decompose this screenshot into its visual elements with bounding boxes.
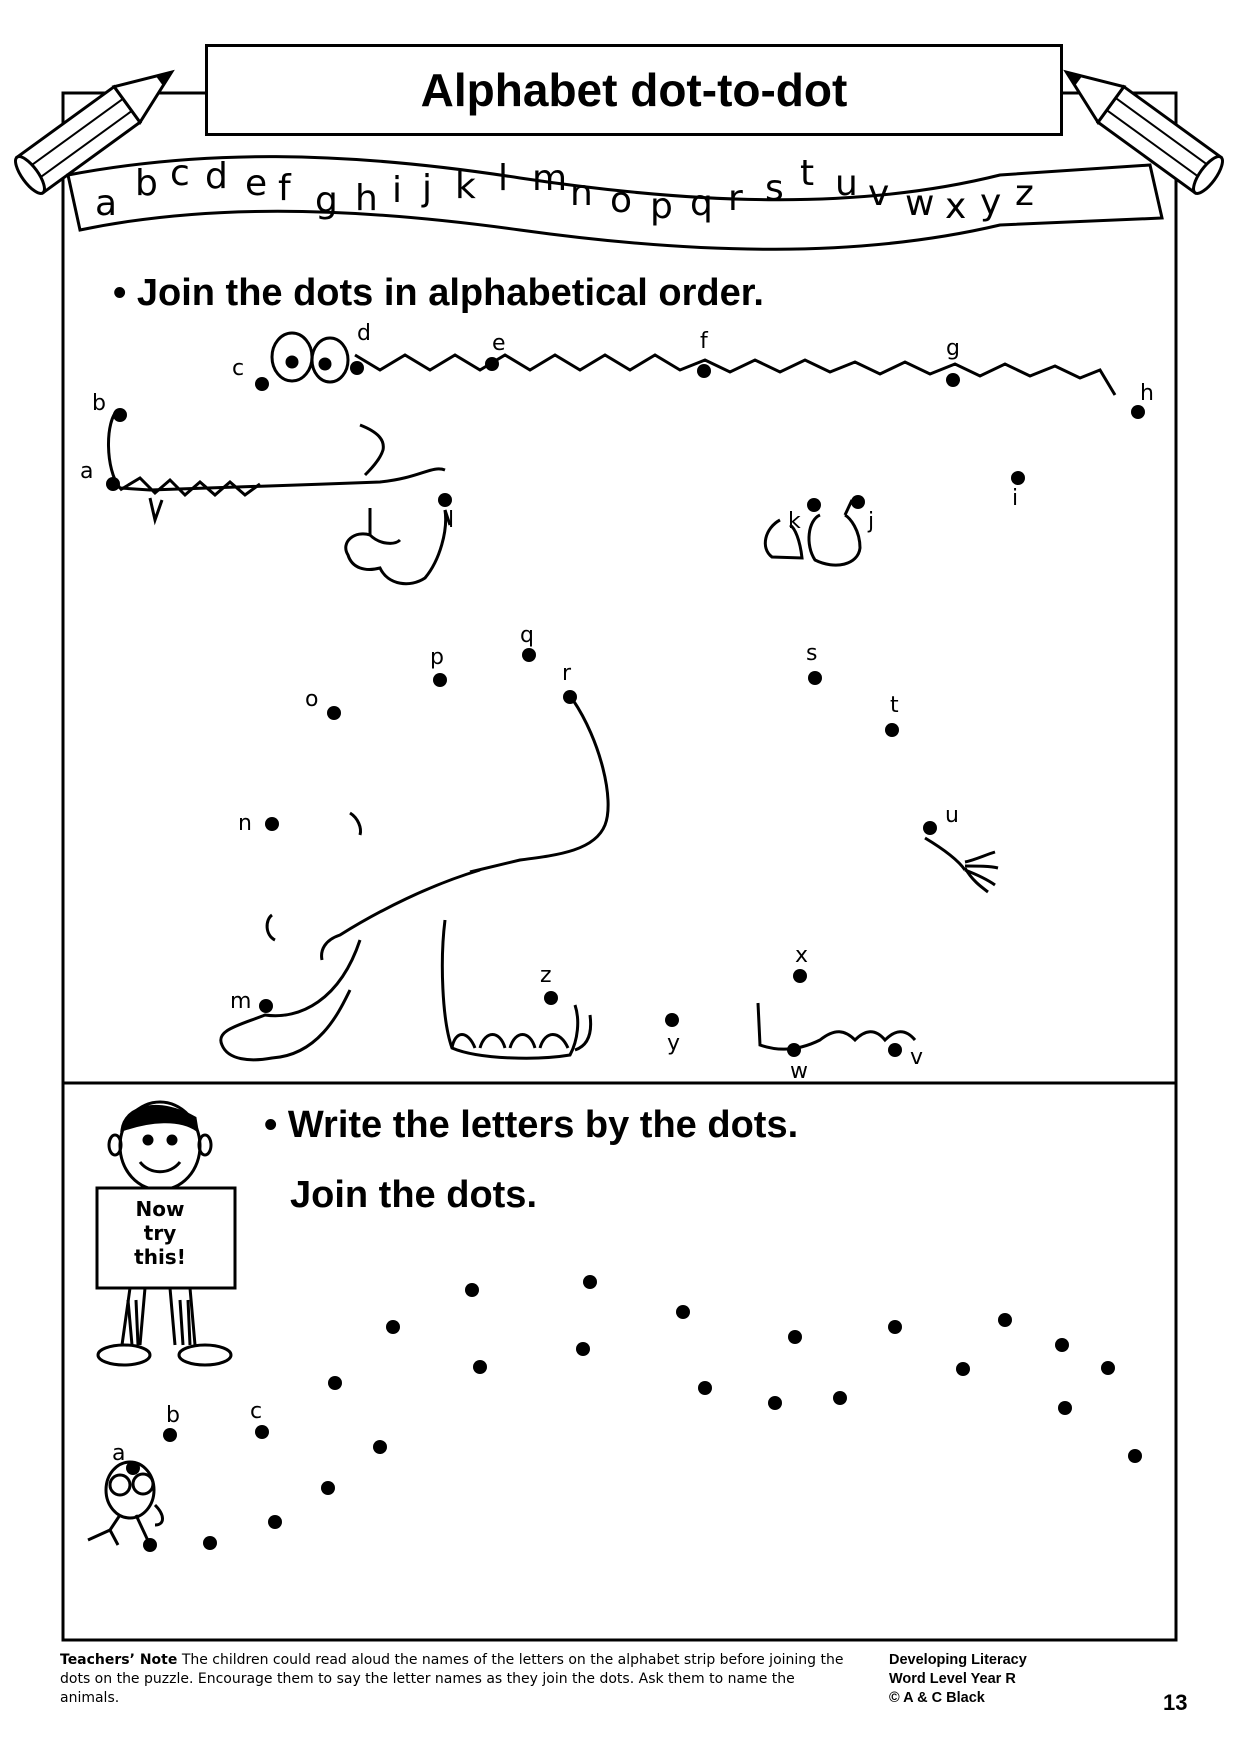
lower-dot	[163, 1428, 177, 1442]
teachers-note	[60, 1651, 850, 1708]
dot-label-v: v	[910, 1045, 924, 1070]
lower-dot	[768, 1396, 782, 1410]
dot-label-s: s	[806, 641, 818, 666]
dot-label-i: i	[1012, 486, 1019, 511]
strip-letter-j: j	[422, 168, 433, 209]
dot-w	[787, 1043, 801, 1057]
strip-letter-c: c	[170, 153, 190, 194]
dot-b	[113, 408, 127, 422]
strip-letter-v: v	[868, 173, 890, 214]
dot-m	[259, 999, 273, 1013]
strip-letter-p: p	[650, 186, 673, 227]
dot-h	[1131, 405, 1145, 419]
strip-letter-a: a	[95, 183, 118, 224]
lower-dot	[143, 1538, 157, 1552]
dot-label-p: p	[430, 645, 444, 670]
dot-label-o: o	[305, 687, 319, 712]
lower-dot	[583, 1275, 597, 1289]
lower-dot	[328, 1376, 342, 1390]
lower-dot	[676, 1305, 690, 1319]
teachers-note-label: Teachers’ Note	[60, 1652, 178, 1668]
dot-label-u: u	[945, 803, 959, 828]
dot-label-x: x	[795, 943, 809, 968]
strip-letter-e: e	[245, 163, 268, 204]
teachers-note-text: The children could read aloud the names of the letters on the alphabet strip before joining the dots on the puzzle. Encourage them to say the letter names as they join the dots. Ask them to name the animals.	[60, 1652, 844, 1706]
lower-dot-label-c: c	[250, 1399, 263, 1424]
dot-label-q: q	[520, 623, 534, 648]
lower-dot	[833, 1391, 847, 1405]
strip-letter-f: f	[278, 168, 291, 209]
strip-letter-x: x	[945, 186, 967, 227]
small-creature-drawing	[88, 1462, 163, 1545]
strip-letter-r: r	[728, 178, 743, 219]
lower-dot	[386, 1320, 400, 1334]
dot-label-l: l	[448, 508, 455, 533]
dot-x	[793, 969, 807, 983]
instruction-join-dots: • Join the dots in alphabetical order.	[113, 272, 764, 314]
dot-y	[665, 1013, 679, 1027]
lower-dot	[576, 1342, 590, 1356]
lower-dot-label-b: b	[166, 1403, 180, 1428]
lower-dot	[255, 1425, 269, 1439]
strip-letter-q: q	[690, 183, 713, 224]
dot-label-r: r	[562, 661, 572, 686]
dot-label-m: m	[230, 989, 252, 1014]
dot-i	[1011, 471, 1025, 485]
lower-dot	[321, 1481, 335, 1495]
strip-letter-k: k	[455, 166, 476, 207]
dot-t	[885, 723, 899, 737]
lower-dot	[1055, 1338, 1069, 1352]
lower-dot	[268, 1515, 282, 1529]
dot-u	[923, 821, 937, 835]
dot-label-w: w	[790, 1059, 808, 1084]
dot-label-a: a	[80, 459, 94, 484]
elephant-drawing	[221, 700, 998, 1060]
dot-label-d: d	[357, 321, 371, 346]
lower-dot	[888, 1320, 902, 1334]
strip-letter-y: y	[980, 182, 1002, 223]
strip-letter-m: m	[532, 158, 568, 199]
strip-letter-h: h	[355, 178, 378, 219]
dot-k	[807, 498, 821, 512]
strip-letter-o: o	[610, 180, 633, 221]
dot-s	[808, 671, 822, 685]
strip-letter-t: t	[800, 153, 815, 194]
strip-letter-g: g	[315, 180, 338, 221]
strip-letter-s: s	[765, 168, 784, 209]
dot-label-n: n	[238, 811, 252, 836]
dot-label-j: j	[868, 509, 875, 534]
lower-dot	[465, 1283, 479, 1297]
dot-r	[563, 690, 577, 704]
lower-dot	[1058, 1401, 1072, 1415]
dot-j	[851, 495, 865, 509]
dot-p	[433, 673, 447, 687]
lower-dot-label-a: a	[112, 1441, 126, 1466]
now-try-this-sign: Now try this!	[134, 1197, 186, 1269]
instruction-join-dots-2: Join the dots.	[290, 1174, 537, 1216]
dot-d	[350, 361, 364, 375]
dot-v	[888, 1043, 902, 1057]
dot-label-e: e	[492, 331, 506, 356]
dot-label-b: b	[92, 391, 106, 416]
lower-dot	[203, 1536, 217, 1550]
outer-frame	[63, 93, 1176, 1640]
page-number: 13	[1163, 1690, 1188, 1715]
dot-e	[485, 357, 499, 371]
lower-dot	[373, 1440, 387, 1454]
strip-letter-b: b	[135, 163, 158, 204]
lower-dot	[473, 1360, 487, 1374]
lower-dot	[126, 1461, 140, 1475]
dot-label-k: k	[788, 509, 801, 534]
crocodile-drawing	[108, 333, 1115, 584]
publisher-info: Developing Literacy Word Level Year R © A & C Black	[889, 1652, 1027, 1706]
strip-letter-n: n	[570, 173, 593, 214]
strip-letter-l: l	[498, 158, 509, 199]
lower-puzzle-dots	[112, 1275, 1142, 1552]
dot-a	[106, 477, 120, 491]
strip-letter-z: z	[1015, 173, 1034, 214]
strip-letter-i: i	[392, 170, 403, 211]
lower-dot	[956, 1362, 970, 1376]
dot-label-g: g	[946, 336, 960, 361]
dot-label-c: c	[232, 356, 245, 381]
dot-label-t: t	[890, 693, 899, 718]
dot-c	[255, 377, 269, 391]
lower-dot	[1128, 1449, 1142, 1463]
dot-o	[327, 706, 341, 720]
dot-label-f: f	[700, 329, 708, 354]
dot-label-h: h	[1140, 381, 1154, 406]
dot-l	[438, 493, 452, 507]
dot-n	[265, 817, 279, 831]
dot-z	[544, 991, 558, 1005]
lower-dot	[788, 1330, 802, 1344]
strip-letter-w: w	[905, 183, 935, 224]
strip-letter-u: u	[835, 163, 858, 204]
dot-label-z: z	[540, 963, 552, 988]
lower-dot	[998, 1313, 1012, 1327]
dot-q	[522, 648, 536, 662]
strip-letter-d: d	[205, 156, 228, 197]
instruction-write-letters: • Write the letters by the dots.	[264, 1104, 799, 1146]
lower-dot	[698, 1381, 712, 1395]
lower-dot	[1101, 1361, 1115, 1375]
puzzle-dots	[80, 321, 1154, 1084]
page-title: Alphabet dot-to-dot	[205, 44, 1063, 136]
dot-label-y: y	[667, 1031, 681, 1056]
dot-g	[946, 373, 960, 387]
dot-f	[697, 364, 711, 378]
